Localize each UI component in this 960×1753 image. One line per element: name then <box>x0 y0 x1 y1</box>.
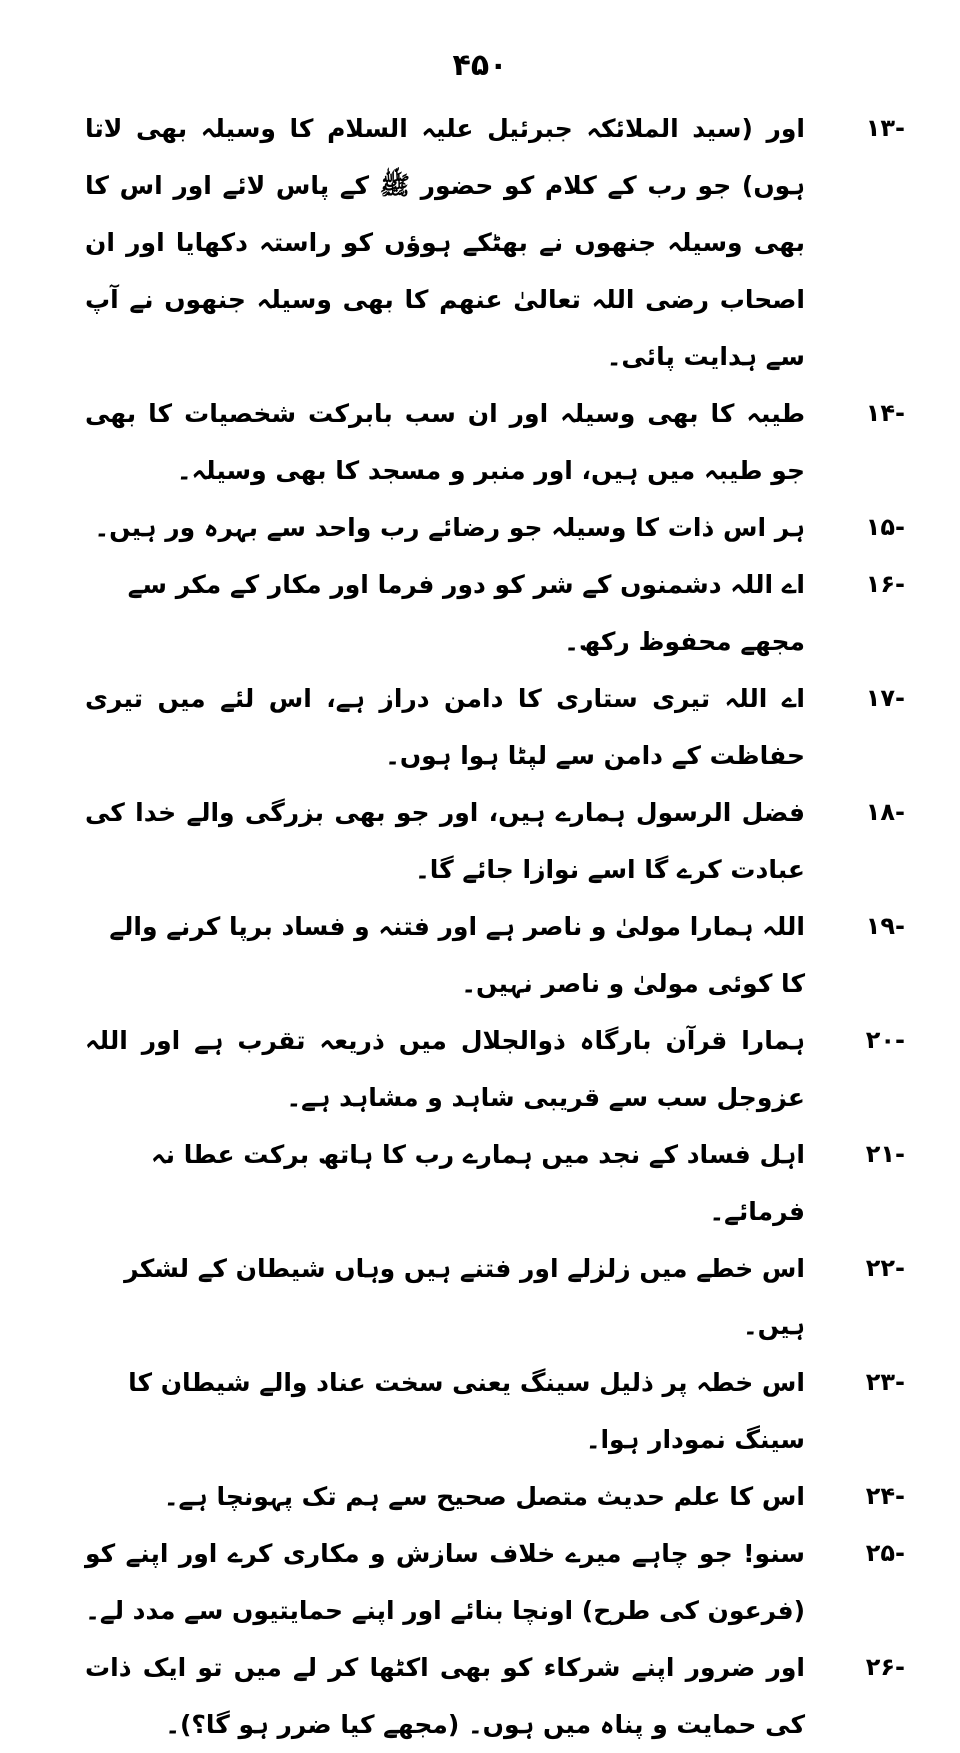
item-text: اس خطے میں زلزلے اور فتنے ہیں وہاں شیطان کے لشکر ہیں۔ <box>124 1254 805 1340</box>
item-text: فضل الرسول ہمارے ہیں، اور جو بھی بزرگی والے خدا کی عبادت کرے گا اسے نوازا جائے گا۔ <box>85 798 805 884</box>
list-item <box>85 670 905 784</box>
item-text: ہر اس ذات کا وسیلہ جو رضائے رب واحد سے بہرہ ور ہیں۔ <box>94 513 805 542</box>
item-text: اور (سید الملائکہ جبرئیل علیہ السلام کا وسیلہ بھی لاتا ہوں) جو رب کے کلام کو حضور ﷺ کے پاس لائے اور اس کا بھی وسیلہ جنھوں نے بھٹکے ہوؤں کو راستہ دکھایا اور ان اصحاب رضی اللہ تعالیٰ عنھم کا بھی وسیلہ جنھوں نے آپ سے ہدایت پائی۔ <box>85 114 805 371</box>
list-item <box>85 385 905 499</box>
list-item <box>85 556 905 670</box>
page-number: ۴۵۰ <box>452 48 508 83</box>
item-text: طیبہ کا بھی وسیلہ اور ان سب بابرکت شخصیات کا بھی جو طیبہ میں ہیں، اور منبر و مسجد کا بھی وسیلہ۔ <box>85 399 805 485</box>
item-text: اس کا علم حدیث متصل صحیح سے ہم تک پہونچا ہے۔ <box>163 1482 805 1511</box>
list-item <box>85 898 905 1012</box>
item-text: اہل فساد کے نجد میں ہمارے رب کا ہاتھ برکت عطا نہ فرمائے۔ <box>150 1140 805 1226</box>
item-number: -۲۴ <box>865 1482 905 1510</box>
item-number: -۲۳ <box>865 1368 905 1396</box>
item-number: -۲۲ <box>865 1254 905 1282</box>
item-number: -۱۵ <box>865 513 905 541</box>
item-number: -۲۶ <box>865 1653 905 1681</box>
numbered-list <box>85 100 905 1753</box>
list-item <box>85 1012 905 1126</box>
list-item <box>85 1639 905 1753</box>
item-text: ہمارا قرآن بارگاہ ذوالجلال میں ذریعہ تقرب ہے اور اللہ عزوجل سب سے قریبی شاہد و مشاہد ہے۔ <box>85 1026 805 1112</box>
item-number: -۱۶ <box>865 570 905 598</box>
item-number: -۱۸ <box>865 798 905 826</box>
list-item <box>85 784 905 898</box>
list-item <box>85 1468 905 1525</box>
list-item <box>85 100 905 385</box>
item-text: اے اللہ تیری ستاری کا دامن دراز ہے، اس لئے میں تیری حفاظت کے دامن سے لپٹا ہوا ہوں۔ <box>85 684 805 770</box>
item-number: -۱۹ <box>865 912 905 940</box>
item-text: اے اللہ دشمنوں کے شر کو دور فرما اور مکار کے مکر سے مجھے محفوظ رکھ۔ <box>127 570 805 656</box>
item-text: اور ضرور اپنے شرکاء کو بھی اکٹھا کر لے میں تو ایک ذات کی حمایت و پناہ میں ہوں۔ (مجھے کیا ضرر ہو گا؟)۔ <box>85 1653 805 1739</box>
list-item <box>85 1126 905 1240</box>
item-number: -۲۱ <box>865 1140 905 1168</box>
list-item <box>85 499 905 556</box>
item-number: -۱۳ <box>865 114 905 142</box>
item-number: -۱۷ <box>865 684 905 712</box>
item-number: -۲۵ <box>865 1539 905 1567</box>
list-item <box>85 1525 905 1639</box>
list-item <box>85 1354 905 1468</box>
list-item <box>85 1240 905 1354</box>
item-text: اللہ ہمارا مولیٰ و ناصر ہے اور فتنہ و فساد برپا کرنے والے کا کوئی مولیٰ و ناصر نہیں۔ <box>109 912 805 998</box>
item-number: -۲۰ <box>865 1026 905 1054</box>
item-number: -۱۴ <box>865 399 905 427</box>
item-text: اس خطہ پر ذلیل سینگ یعنی سخت عناد والے شیطان کا سینگ نمودار ہوا۔ <box>128 1368 805 1454</box>
item-text: سنو! جو چاہے میرے خلاف سازش و مکاری کرے اور اپنے کو (فرعون کی طرح) اونچا بنائے اور اپنے حمایتیوں سے مدد لے۔ <box>85 1539 805 1625</box>
